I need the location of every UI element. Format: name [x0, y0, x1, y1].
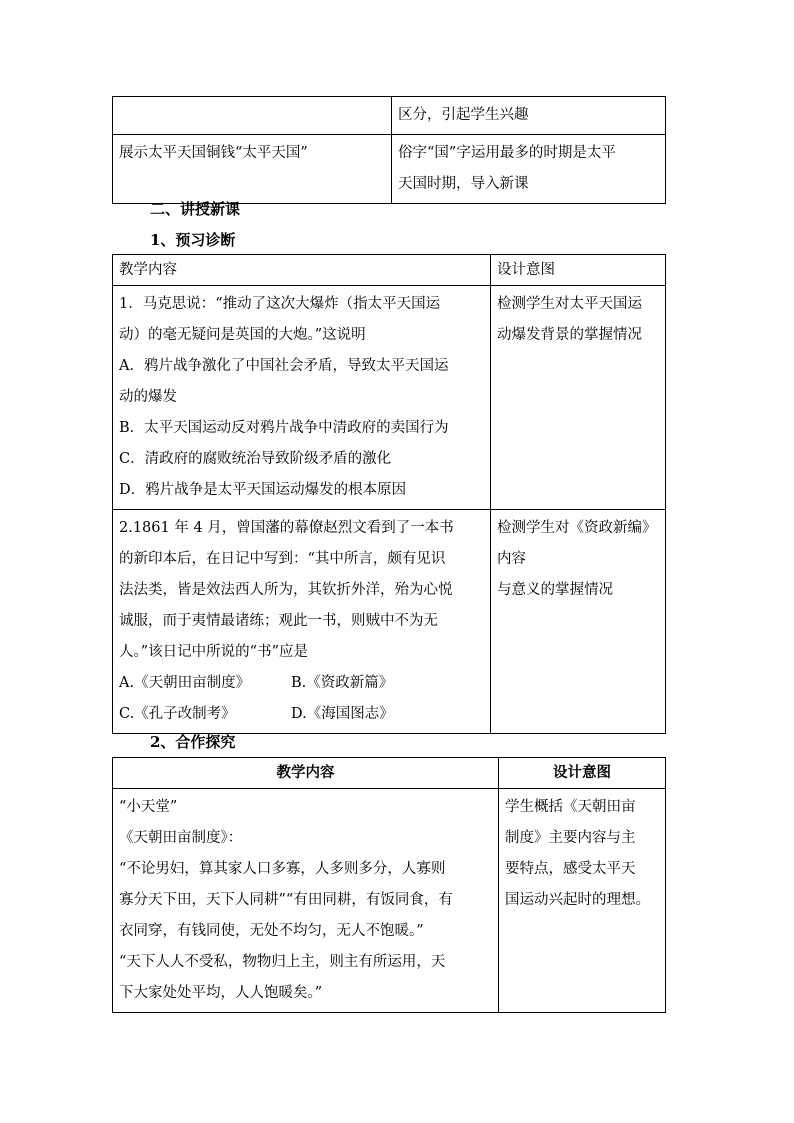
text-line: 寡分天下田，天下人同耕”“有田同耕，有饭同食，有 [119, 892, 453, 908]
table-cell [392, 135, 666, 204]
table-row [113, 510, 666, 734]
question-cell [113, 510, 491, 734]
text-line: 人。”该日记中所说的“书”应是 [119, 644, 308, 660]
text-line: A．鸦片战争激化了中国社会矛盾，导致太平天国运 [119, 358, 449, 374]
table-cell: 区分，引起学生兴趣 [392, 97, 666, 135]
table-header-row [113, 255, 666, 286]
intent-cell [491, 510, 666, 734]
table-cell: 展示太平天国铜钱“太平天国” [113, 135, 392, 204]
text-line: 2.1861 年 4 月，曾国藩的幕僚赵烈文看到了一本书 [119, 520, 454, 536]
text-line: “天下人人不受私，物物归上主，则主有所运用，天 [119, 954, 446, 970]
text-line: 内容 [497, 551, 526, 567]
subsection-heading: 2、合作探究 [150, 733, 236, 751]
top-table [112, 96, 666, 204]
header-cell: 教学内容 [113, 255, 491, 286]
table-header-row [113, 758, 666, 789]
subsection-heading: 1、预习诊断 [150, 231, 236, 249]
option-row [119, 668, 484, 699]
text-line: 1．马克思说：“推动了这次大爆炸（指太平天国运 [119, 296, 441, 312]
intent-cell [491, 286, 666, 510]
text-line: D．鸦片战争是太平天国运动爆发的根本原因 [119, 482, 407, 498]
text-line: 天国时期，导入新课 [398, 176, 529, 192]
header-cell: 设计意图 [491, 255, 666, 286]
inquiry-table [112, 757, 666, 1013]
text-line: C．清政府的腐败统治导致阶级矛盾的激化 [119, 451, 392, 467]
section-heading: 二、讲授新课 [150, 200, 241, 218]
text-line: 检测学生对太平天国运 [497, 296, 642, 312]
text-line: 国运动兴起时的理想。 [505, 892, 650, 908]
option-b: B.《资政新篇》 [291, 675, 394, 691]
option-d: D.《海国图志》 [291, 706, 394, 722]
text-line: 动）的毫无疑问是英国的大炮。”这说明 [119, 327, 366, 343]
option-a: A.《天朝田亩制度》 [119, 675, 251, 691]
text-line: “小天堂” [119, 799, 178, 815]
text-line: 学生概括《天朝田亩 [505, 799, 636, 815]
header-cell: 教学内容 [113, 758, 499, 789]
text-line: “不论男妇，算其家人口多寡，人多则多分，人寡则 [119, 861, 446, 877]
text-line: 制度》主要内容与主 [505, 830, 636, 846]
option-c: C.《孔子改制考》 [119, 706, 236, 722]
text-line: B．太平天国运动反对鸦片战争中清政府的卖国行为 [119, 420, 449, 436]
table-row [113, 789, 666, 1013]
text-line: 俗字“国”字运用最多的时期是太平 [398, 145, 616, 161]
question-cell [113, 286, 491, 510]
text-line: 衣同穿，有钱同使，无处不均匀，无人不饱暖。” [119, 923, 424, 939]
text-line: 下大家处处平均，人人饱暖矣。” [119, 985, 323, 1001]
table-row [113, 97, 666, 135]
table-cell [113, 97, 392, 135]
text-line: 动爆发背景的掌握情况 [497, 327, 642, 343]
table-row [113, 135, 666, 204]
content-cell [113, 789, 499, 1013]
text-line: 与意义的掌握情况 [497, 582, 613, 598]
text-line: 的新印本后，在日记中写到：“其中所言，颇有见识 [119, 551, 446, 567]
option-row [119, 699, 484, 730]
header-cell: 设计意图 [499, 758, 666, 789]
text-line: 诚服，而于夷情最诸练；观此一书，则贼中不为无 [119, 613, 438, 629]
text-line: 要特点，感受太平天 [505, 861, 636, 877]
text-line: 《天朝田亩制度》： [119, 830, 243, 846]
diagnosis-table [112, 254, 666, 734]
intent-cell [499, 789, 666, 1013]
text-line: 检测学生对《资政新编》 [497, 520, 657, 536]
text-line: 法法类，皆是效法西人所为，其钦折外洋，殆为心悦 [119, 582, 453, 598]
table-row [113, 286, 666, 510]
text-line: 动的爆发 [119, 389, 177, 405]
